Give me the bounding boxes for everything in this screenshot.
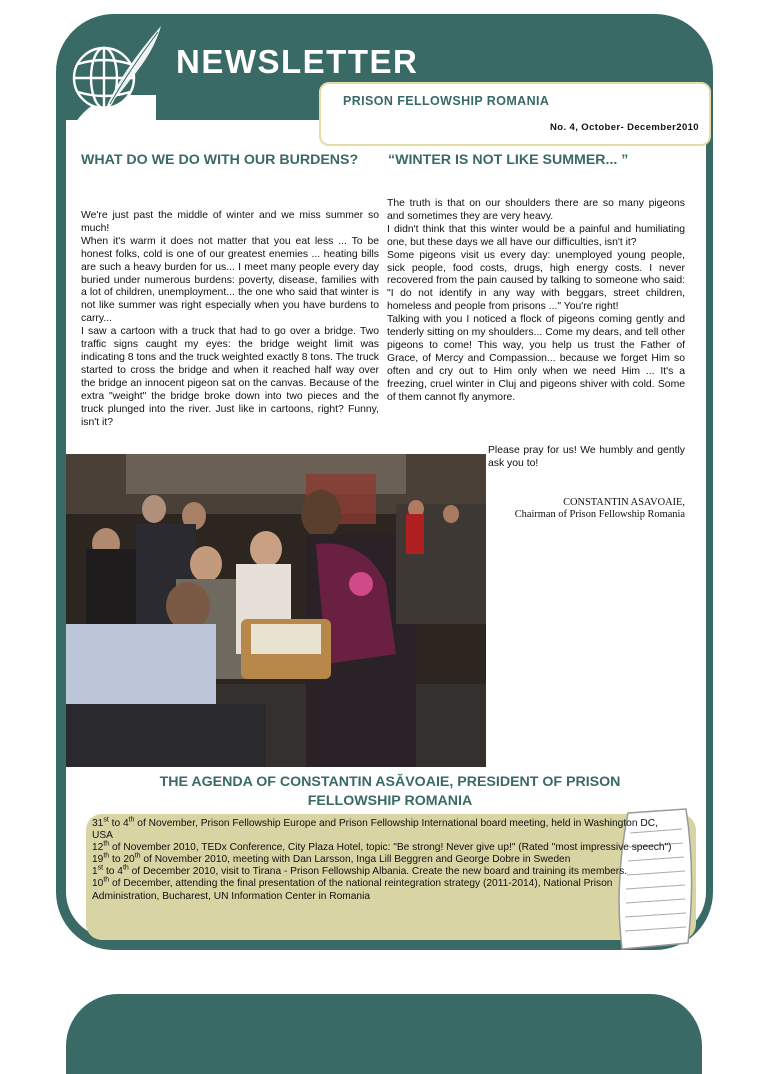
agenda-item: 1st to 4th of December 2010, visit to Tirana - Prison Fellowship Albania. Create the new board and training its members. (92, 864, 628, 878)
article-body-left (81, 210, 379, 429)
agenda-item: 31st to 4th of November, Prison Fellowship Europe and Prison Fellowship International board meeting, held in Washington DC, USA (92, 816, 658, 842)
newsletter-title: NEWSLETTER (176, 43, 419, 80)
agenda-item: 19th to 20th of November 2010, meeting with Dan Larsson, Inga Lill Beggren and George Dobre in Sweden (92, 852, 571, 866)
agenda-item: 10th of December, attending the final presentation of the national reintegration strategy (2011-2014), National Prison Administration, Bucharest, UN Information Center in Romania (92, 877, 613, 902)
agenda-list (92, 818, 677, 903)
paragraph: Talking with you I noticed a flock of pigeons coming gently and tenderly sitting on my shoulders... Come my dears, and tell other pigeons to come! This way, you help us trust the Father of Grace, of Mercy and Compassion... because we forget Him so often and cry out to Him only when we need Him ... It's a freezing, cruel winter in Cluj and pigeons shiver with cold. Some of them cannot fly anymore. (387, 314, 685, 403)
signature-role: Chairman of Prison Fellowship Romania (514, 509, 685, 521)
article-heading-burdens: WHAT DO WE DO WITH OUR BURDENS? (81, 152, 359, 168)
signature-name: CONSTANTIN ASAVOAIE, (563, 497, 685, 508)
paragraph: When it's warm it does not matter that you eat less ... To be honest folks, cold is one of our greatest enemies ... heating bills are such a heavy burden for us... I meet many people every day buried under numerous burdens: poverty, disease, families with a lot of children, unemployment... the one who said that winter is not like summer was right especially when you have burdens to carry... (81, 235, 379, 325)
article-body-right (387, 198, 685, 405)
organization-name: PRISON FELLOWSHIP ROMANIA (343, 94, 550, 108)
paragraph: We're just past the middle of winter and we miss summer so much! (81, 210, 379, 234)
globe-with-quill-icon (66, 22, 170, 118)
masthead-box (319, 82, 711, 146)
event-photo (66, 454, 486, 767)
paragraph: I saw a cartoon with a truck that had to go over a bridge. Two traffic signs caught my eyes: the bridge weight limit was indicating 8 tons and the truck weighted exactly 8 tons. The truck started to cross the bridge and when it reached half way over the bridge an innocent pigeon sat on the canvas. Because of the extra "weight" the bridge broke down into two pieces and the truck plunged into the river. Just like in cartoons, right? Funny, isn't it? (81, 326, 379, 428)
paragraph: The truth is that on our shoulders there are so many pigeons and sometimes they are very heavy. (387, 198, 685, 222)
agenda-title: THE AGENDA OF CONSTANTIN ASĂVOAIE, PRESIDENT OF PRISON FELLOWSHIP ROMANIA (159, 774, 621, 809)
article-heading-winter: “WINTER IS NOT LIKE SUMMER... ” (388, 152, 629, 168)
article-closing: Please pray for us! We humbly and gently ask you to! (488, 445, 685, 469)
next-page-frame (66, 994, 702, 1074)
signature (515, 497, 685, 522)
paragraph: Some pigeons visit us every day: unemployed young people, sick people, food costs, drugs, high energy costs. I never recovered from the pain caused by talking to someone who said: "I do not identify in any way with beggars, street children, homeless and people from prisons ..." You're right! (387, 249, 685, 313)
paragraph: I didn't think that this winter would be a painful and humiliating one, but these days we all have our difficulties, isn't it? (387, 223, 685, 248)
issue-info: No. 4, October- December2010 (549, 122, 699, 133)
agenda-item: 12th of November 2010, TEDx Conference, City Plaza Hotel, topic: "Be strong! Never give up!" (Rated "most impressive speech") (92, 840, 672, 854)
